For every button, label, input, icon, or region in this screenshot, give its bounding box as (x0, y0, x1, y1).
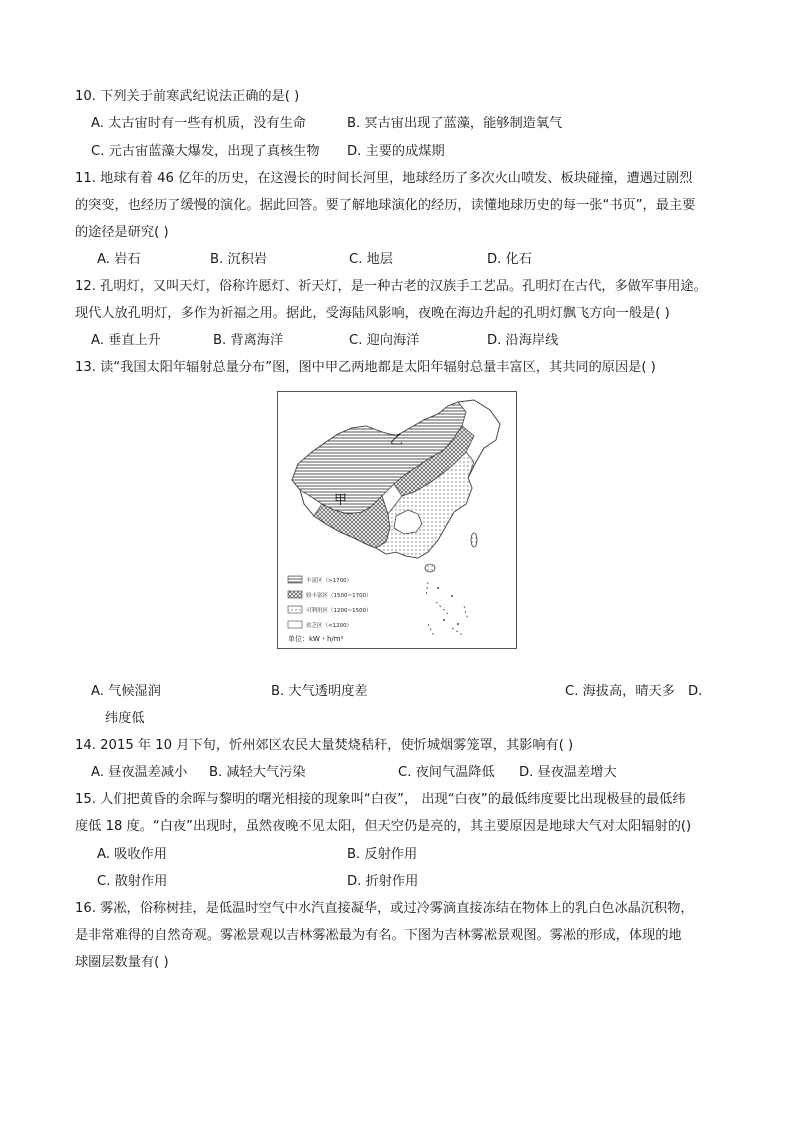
q11-line-2: 的突变，也经历了缓慢的演化。据此回答。要了解地球演化的经历，读懂地球历史的每一张“书页”，最主要 (75, 198, 696, 213)
q13-option-a: A. 气候湿润 (91, 684, 161, 699)
q13-option-d: D. (688, 684, 703, 699)
q12-option-b: B. 背离海洋 (213, 333, 284, 348)
q11-option-a: A. 岩石 (97, 252, 141, 267)
legend-rich: 丰富区（>1700） (306, 578, 353, 584)
q10-option-a: A. 太古宙时有一些有机质，没有生命 (91, 116, 306, 131)
q13-option-c: C. 海拔高，晴天多 (565, 684, 675, 699)
label-jia: 甲 (334, 493, 348, 508)
solar-radiation-map (277, 391, 517, 649)
q13-option-d-wrap: 纬度低 (105, 711, 145, 726)
q12-line-2: 现代人放孔明灯，多作为祈福之用。据此，受海陆风影响，夜晚在海边升起的孔明灯飘飞方向一般是( ) (75, 306, 670, 321)
q14-option-d: D. 昼夜温差增大 (519, 765, 617, 780)
q14-option-a: A. 昼夜温差减小 (91, 765, 188, 780)
q14-option-b: B. 减轻大气污染 (209, 765, 306, 780)
q16-line-3: 球圈层数量有( ) (75, 955, 169, 970)
q10-option-b: B. 冥古宙出现了蓝藻，能够制造氧气 (347, 116, 563, 131)
q15-line-2: 度低 18 度。“白夜”出现时，虽然夜晚不见太阳，但天空仍是亮的，其主要原因是地球大气对太阳辐射的() (75, 819, 692, 834)
q15-option-a: A. 吸收作用 (97, 847, 167, 862)
legend-unit: 单位：kW・h/m² (288, 635, 344, 643)
q12-option-d: D. 沿海岸线 (487, 333, 559, 348)
q10-stem: 10. 下列关于前寒武纪说法正确的是( ) (75, 89, 300, 104)
legend-poor: 贫乏区（<1200） (306, 623, 353, 629)
q10-option-d: D. 主要的成煤期 (347, 144, 445, 159)
q11-option-c: C. 地层 (349, 252, 393, 267)
q16-line-2: 是非常难得的自然奇观。雾凇景观以吉林雾凇最为有名。下图为吉林雾凇景观图。雾凇的形成，体现的地 (75, 928, 682, 943)
q11-line-3: 的途径是研究( ) (75, 225, 169, 240)
q15-line-1: 15. 人们把黄昏的余晖与黎明的曙光相接的现象叫“白夜”， 出现“白夜”的最低纬度要比出现极昼的最低纬 (75, 792, 686, 807)
q12-option-c: C. 迎向海洋 (349, 333, 420, 348)
legend-fairly-rich: 较丰富区（1500~1700） (306, 593, 372, 599)
q10-option-c: C. 元古宙蓝藻大爆发，出现了真核生物 (91, 144, 320, 159)
q15-option-c: C. 散射作用 (97, 874, 168, 889)
map-legend (288, 576, 372, 643)
q11-line-1: 11. 地球有着 46 亿年的历史，在这漫长的时间长河里，地球经历了多次火山喷发、板块碰撞，遭遇过剧烈 (75, 171, 693, 186)
q12-option-a: A. 垂直上升 (91, 333, 161, 348)
q16-line-1: 16. 雾凇，俗称树挂，是低温时空气中水汽直接凝华，或过冷雾滴直接冻结在物体上的乳白色冰晶沉积物， (75, 901, 694, 916)
q15-option-d: D. 折射作用 (347, 874, 419, 889)
q14-option-c: C. 夜间气温降低 (398, 765, 495, 780)
q11-option-b: B. 沉积岩 (210, 252, 267, 267)
q11-option-d: D. 化石 (487, 252, 532, 267)
q15-option-b: B. 反射作用 (347, 847, 418, 862)
q12-line-1: 12. 孔明灯，又叫天灯，俗称许愿灯、祈天灯，是一种古老的汉族手工艺品。孔明灯在古代，多做军事用途。 (75, 279, 707, 294)
q14-stem: 14. 2015 年 10 月下旬，忻州郊区农民大量焚烧秸秆，使忻城烟雾笼罩，其影响有( ) (75, 738, 574, 753)
q13-stem: 13. 读“我国太阳年辐射总量分布”图，图中甲乙两地都是太阳年辐射总量丰富区，其共同的原因是( ) (75, 360, 656, 375)
legend-usable: 可利用区（1200~1500） (306, 608, 372, 614)
q13-option-b: B. 大气透明度差 (271, 684, 368, 699)
label-yi: 乙 (390, 433, 404, 448)
